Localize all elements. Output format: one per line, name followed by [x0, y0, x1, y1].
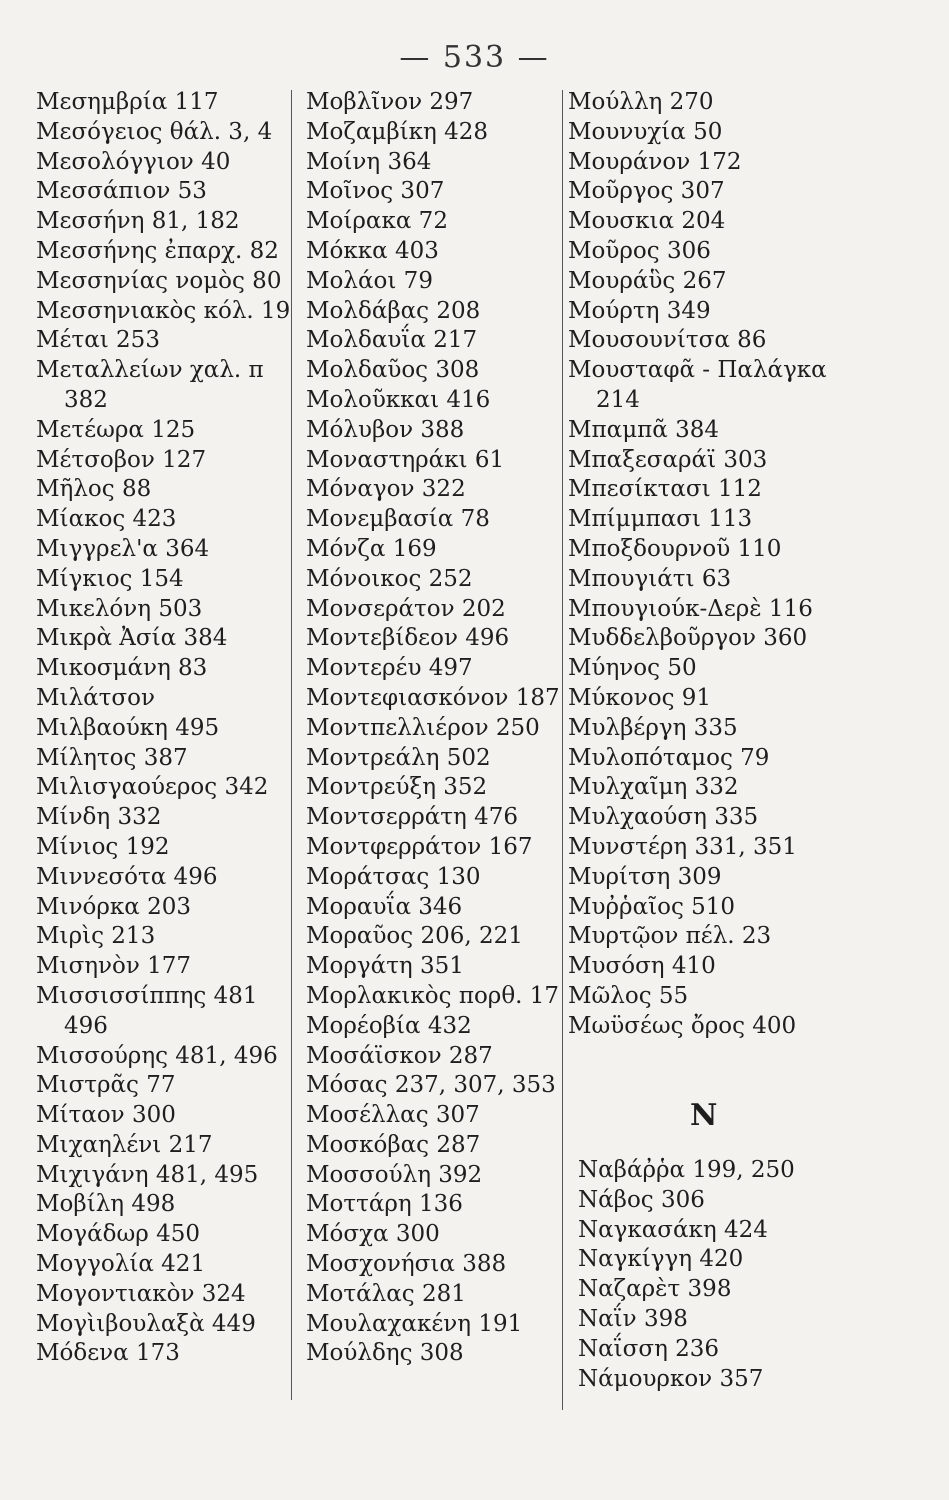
index-entry: Μοσχονήσια 388	[306, 1251, 507, 1278]
index-entry: Ναγκίγγη 420	[578, 1246, 744, 1273]
index-column-1	[36, 88, 291, 1369]
index-entry: Μεσσήνη 81, 182	[36, 208, 240, 235]
index-entry: Μογγολία 421	[36, 1251, 206, 1278]
index-entry: Μοράτσας 130	[306, 863, 481, 890]
index-entry: Μοντεφιασκόνον 187	[306, 684, 560, 711]
index-entry: Μυλχαούση 335	[568, 804, 759, 831]
index-entry: Μεσόγειος θάλ. 3, 4	[36, 118, 273, 145]
index-entry: Μοτάλας 281	[306, 1280, 466, 1307]
index-entry: Μπουγιούκ-Δερὲ 116	[568, 595, 813, 622]
index-entry: Μίγκιος 154	[36, 565, 184, 592]
index-entry: Μεσσάπιον 53	[36, 178, 207, 205]
index-entry: Μυρτῷον πέλ. 23	[568, 923, 772, 950]
index-entry: Μιλάτσον	[36, 684, 155, 711]
index-entry: Μοβίλη 498	[36, 1191, 176, 1218]
index-entry: Μοραυΐα 346	[306, 893, 463, 920]
section-letter-heading: N	[690, 1098, 718, 1133]
index-entry: Μινόρκα 203	[36, 893, 192, 920]
index-entry: Μιννεσότα 496	[36, 863, 218, 890]
section-n-entries	[578, 1156, 818, 1394]
index-entry: Μίνιος 192	[36, 833, 170, 860]
index-entry: Μῶλος 55	[568, 982, 689, 1009]
index-entry: Μοσσούλη 392	[306, 1161, 483, 1188]
index-entry: Μολδαυΐα 217	[306, 327, 478, 354]
index-entry: Ναγκασάκη 424	[578, 1216, 768, 1243]
index-entry: Μυλβέργη 335	[568, 714, 738, 741]
index-entry: Μοσάϊσκον 287	[306, 1042, 493, 1069]
index-entry: Μυλχαῖμη 332	[568, 774, 739, 801]
index-entry: Μυρίτση 309	[568, 863, 722, 890]
index-entry: Μύηνος 50	[568, 655, 697, 682]
index-entry: Μουλαχακένη 191	[306, 1310, 523, 1337]
index-entry: Μεσολόγγιον 40	[36, 148, 231, 175]
index-entry: Ναζαρὲτ 398	[578, 1276, 732, 1303]
index-entry: Μολδάβας 208	[306, 297, 481, 324]
index-entry: Μεσσηνιακὸς κόλ. 19	[36, 297, 291, 324]
index-entry: Μεσσήνης ἐπαρχ. 82	[36, 237, 279, 264]
index-entry: Μουσουνίτσα 86	[568, 327, 767, 354]
index-entry: Μουράνον 172	[568, 148, 742, 175]
index-entry: Μεταλλείων χαλ. π	[36, 357, 264, 384]
index-entry: Μπαμπᾶ 384	[568, 416, 720, 443]
index-entry: Μοσέλλας 307	[306, 1102, 480, 1129]
column-divider	[291, 90, 292, 1400]
index-entry: Μυδδελβοῦργον 360	[568, 625, 808, 652]
index-entry: Μοραῦος 206, 221	[306, 923, 523, 950]
index-entry: Μοίρακα 72	[306, 208, 448, 235]
index-entry: Μισηνὸν 177	[36, 953, 192, 980]
index-entry: Μοῖνος 307	[306, 178, 445, 205]
index-entry: 382	[64, 386, 108, 413]
index-entry: Ναΐσση 236	[578, 1335, 720, 1362]
index-entry: Μορλακικὸς πορθ. 17	[306, 982, 560, 1009]
index-entry: Μύκονος 91	[568, 684, 712, 711]
index-entry: Μοττάρη 136	[306, 1191, 463, 1218]
index-entry: Μορέοβία 432	[306, 1012, 472, 1039]
index-entry: Μοντφερράτον 167	[306, 833, 533, 860]
index-entry: Μόλυβον 388	[306, 416, 465, 443]
index-entry: Μπαξεσαράϊ 303	[568, 446, 768, 473]
index-entry: Μιστρᾶς 77	[36, 1072, 176, 1099]
index-entry: Μόσας 237, 307, 353	[306, 1072, 556, 1099]
index-entry: Μίνδη 332	[36, 804, 162, 831]
index-entry: Μογοντιακὸν 324	[36, 1280, 246, 1307]
index-entry: Μισσούρης 481, 496	[36, 1042, 278, 1069]
index-entry: Μεσημβρία 117	[36, 89, 219, 115]
index-entry: Μόσχα 300	[306, 1221, 440, 1248]
index-entry: Μοντερέυ 497	[306, 655, 473, 682]
index-entry: Μικοσμάνη 83	[36, 655, 208, 682]
index-entry: Μοζαμβίκη 428	[306, 118, 489, 145]
index-entry: Μικρὰ Ἀσία 384	[36, 625, 228, 652]
index-entry: Μογὶιβουλαξὰ 449	[36, 1310, 256, 1337]
index-entry: Μπεσίκτασι 112	[568, 476, 762, 503]
index-entry: Μπουγιάτι 63	[568, 565, 732, 592]
index-entry: Μωϋσέως ὄρος 400	[568, 1012, 797, 1039]
index-entry: Μεσσηνίας νομὸς 80	[36, 267, 282, 294]
index-entry: Ναΐν 398	[578, 1305, 688, 1332]
index-entry: Μόδενα 173	[36, 1340, 180, 1367]
index-entry: Μόναγον 322	[306, 476, 466, 503]
index-entry: Μουσταφᾶ - Παλάγκα	[568, 357, 827, 384]
index-entry: Μυῤῥαῖος 510	[568, 893, 736, 920]
index-entry: Μιρὶς 213	[36, 923, 156, 950]
index-entry: Μοντπελλιέρον 250	[306, 714, 540, 741]
index-entry: Μοβλῖνον 297	[306, 89, 474, 115]
index-entry: Μποξδουρνοῦ 110	[568, 535, 782, 562]
index-entry: Μοῦργος 307	[568, 178, 725, 205]
column-divider	[562, 90, 563, 1410]
index-entry: Μίλητος 387	[36, 744, 188, 771]
index-entry: Μόνζα 169	[306, 535, 437, 562]
index-entry: Μυσόση 410	[568, 953, 716, 980]
index-entry: Μιχιγάνη 481, 495	[36, 1161, 259, 1188]
index-entry: Μολοῦκκαι 416	[306, 386, 491, 413]
index-entry: Ναβάῤῥα 199, 250	[578, 1157, 795, 1183]
index-entry: Μιγγρελ'α 364	[36, 535, 210, 562]
index-entry: Μιχαηλένι 217	[36, 1131, 213, 1158]
index-entry: Μέτσοβον 127	[36, 446, 207, 473]
index-entry: Νάμουρκον 357	[578, 1365, 764, 1392]
index-column-2	[306, 88, 561, 1369]
index-entry: Μοντσερράτη 476	[306, 804, 519, 831]
index-entry: Μοντεβίδεον 496	[306, 625, 510, 652]
index-entry: Μοσκόβας 287	[306, 1131, 481, 1158]
index-entry: Μίταον 300	[36, 1102, 176, 1129]
index-entry: Μέται 253	[36, 327, 160, 354]
index-entry: Μογάδωρ 450	[36, 1221, 201, 1248]
index-entry: Μονσεράτον 202	[306, 595, 506, 622]
index-entry: Μισσισσίππης 481	[36, 982, 258, 1009]
index-entry: Μουράὓς 267	[568, 267, 727, 294]
index-entry: Μικελόνη 503	[36, 595, 203, 622]
index-entry: 214	[596, 386, 640, 413]
index-entry: Μῆλος 88	[36, 476, 152, 503]
index-entry: Μοῦρος 306	[568, 237, 711, 264]
index-entry: Μπίμμπασι 113	[568, 506, 753, 533]
index-entry: Μονεμβασία 78	[306, 506, 490, 533]
index-entry: Νάβος 306	[578, 1186, 705, 1213]
index-entry: Μόνοικος 252	[306, 565, 473, 592]
index-entry: Μοντρεύξη 352	[306, 774, 488, 801]
index-entry: Μιλισγαούερος 342	[36, 774, 269, 801]
index-entry: 496	[64, 1012, 108, 1039]
index-entry: Μοντρεάλη 502	[306, 744, 491, 771]
index-entry: Μοναστηράκι 61	[306, 446, 505, 473]
index-entry: Μούρτη 349	[568, 297, 711, 324]
index-entry: Μοργάτη 351	[306, 953, 464, 980]
index-entry: Μόκκα 403	[306, 237, 439, 264]
index-entry: Μοίνη 364	[306, 148, 432, 175]
index-column-3	[568, 88, 827, 1042]
index-entry: Μούλδης 308	[306, 1340, 464, 1367]
index-entry: Μουσκια 204	[568, 208, 726, 235]
index-entry: Μολάοι 79	[306, 267, 433, 294]
index-entry: Μίακος 423	[36, 506, 177, 533]
index-entry: Μυλοπόταμος 79	[568, 744, 770, 771]
index-entry: Μετέωρα 125	[36, 416, 196, 443]
index-entry: Μουνυχία 50	[568, 118, 723, 145]
page-number: — 533 —	[399, 40, 550, 75]
index-entry: Μυνστέρη 331, 351	[568, 833, 797, 860]
index-entry: Μιλβαούκη 495	[36, 714, 220, 741]
index-entry: Μολδαῦος 308	[306, 357, 480, 384]
index-entry: Μούλλη 270	[568, 89, 714, 115]
